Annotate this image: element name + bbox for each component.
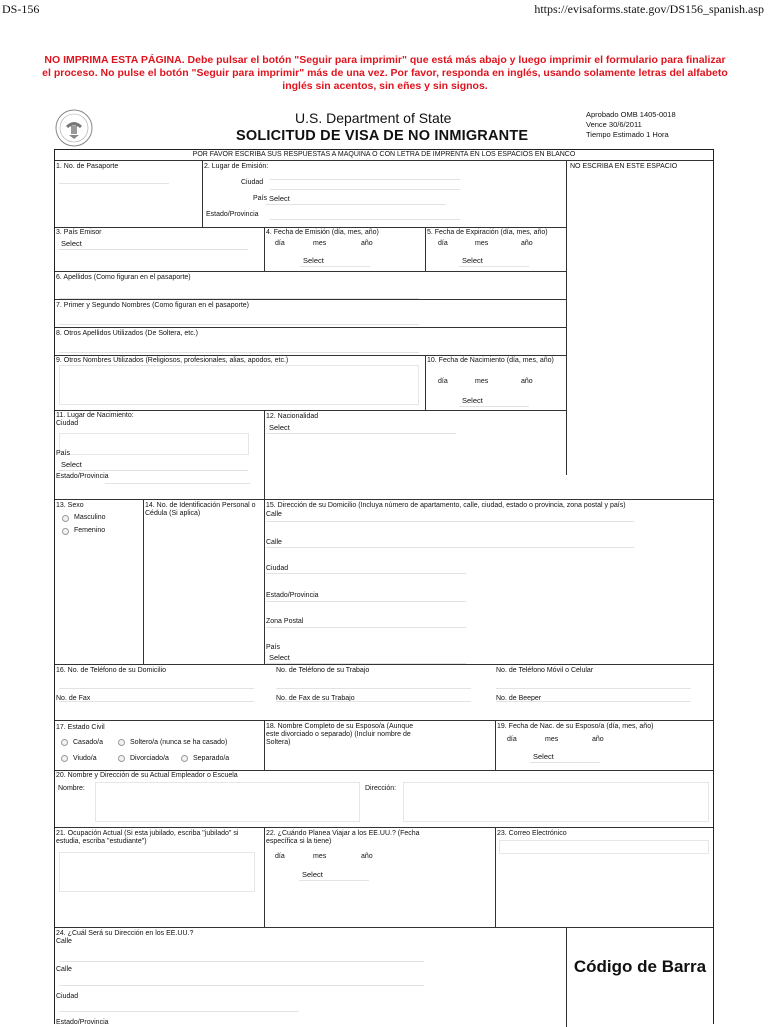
employer-name-input[interactable]	[95, 782, 360, 822]
given-names-input[interactable]	[59, 313, 419, 325]
field-19-day-label: día	[507, 736, 517, 743]
field-5-month-label: mes	[475, 240, 489, 247]
field-2-ciudad-label: Ciudad	[241, 179, 264, 186]
field-5-year-label: año	[521, 240, 533, 247]
status-divorced-radio[interactable]	[118, 755, 125, 762]
field-4-year-label: año	[361, 240, 373, 247]
field-2-estado-label: Estado/Provincia	[206, 211, 259, 218]
us-street-2-input[interactable]	[59, 974, 424, 986]
field-5-label: 5. Fecha de Expiración (día, mes, año)	[427, 229, 548, 236]
travel-date-select[interactable]: Select	[299, 869, 369, 881]
field-18-label: 18. Nombre Completo de su Esposo/a (Aunque este divorciado o separado) (Incluir nombre de Soltera)	[266, 723, 414, 746]
status-widowed-label: Viudo/a	[73, 755, 97, 762]
field-9-label: 9. Otros Nombres Utilizados (Religiosos, profesionales, alias, apodos, etc.)	[56, 357, 289, 364]
status-separated-label: Separado/a	[193, 755, 230, 762]
field-16-beeper-label: No. de Beeper	[496, 695, 542, 702]
field-22-year-label: año	[361, 853, 373, 860]
field-20-direccion-label: Dirección:	[365, 785, 397, 792]
birth-country-select[interactable]: Select	[58, 459, 248, 471]
field-20-label: 20. Nombre y Dirección de su Actual Empleador o Escuela	[56, 772, 238, 779]
status-married-radio[interactable]	[61, 739, 68, 746]
field-16-movil-label: No. de Teléfono Móvil o Celular	[496, 667, 594, 674]
passport-number-input[interactable]	[59, 172, 169, 184]
home-street-1-input[interactable]	[266, 510, 634, 522]
field-20-nombre-label: Nombre:	[58, 785, 85, 792]
other-names-input[interactable]	[59, 365, 419, 405]
field-16-label: 16. No. de Teléfono de su Domicilio	[56, 667, 166, 674]
field-10-label: 10. Fecha de Nacimiento (día, mes, año)	[427, 357, 554, 364]
mobile-phone-input[interactable]	[496, 677, 691, 689]
sex-male-radio[interactable]	[62, 515, 69, 522]
status-married-label: Casado/a	[73, 739, 103, 746]
field-16-fax-trabajo-label: No. de Fax de su Trabajo	[276, 695, 355, 702]
employer-address-input[interactable]	[403, 782, 709, 822]
field-15-estado-label: Estado/Provincia	[266, 592, 319, 599]
field-21-label: 21. Ocupación Actual (Si esta jubilado, escriba "jubilado" si estudia, escriba "estudiante")	[56, 830, 239, 845]
field-5-day-label: día	[438, 240, 448, 247]
field-15-ciudad-label: Ciudad	[266, 565, 289, 572]
field-10-year-label: año	[521, 378, 533, 385]
form-grid	[54, 149, 714, 1024]
field-11-label	[56, 412, 256, 428]
omb-info	[586, 110, 676, 140]
status-single-label: Soltero/a (nunca se ha casado)	[130, 739, 228, 746]
birth-city-input[interactable]	[59, 433, 249, 455]
field-24-calle-2-label: Calle	[56, 966, 72, 973]
field-11-pais-label: País	[56, 450, 71, 457]
field-24-calle-1-label: Calle	[56, 938, 72, 945]
field-24-label: 24. ¿Cuál Será su Dirección en los EE.UU.?	[56, 930, 194, 937]
form-title: SOLICITUD DE VISA DE NO INMIGRANTE	[236, 128, 529, 144]
occupation-input[interactable]	[59, 852, 255, 892]
home-phone-input[interactable]	[59, 677, 254, 689]
field-15-calle-2-label: Calle	[266, 539, 282, 546]
issue-country-select[interactable]: Select	[266, 193, 446, 205]
issuing-country-select[interactable]: Select	[58, 238, 248, 250]
beeper-input[interactable]	[496, 690, 691, 702]
field-4-day-label: día	[275, 240, 285, 247]
field-14-label: 14. No. de Identificación Personal o Cédula (Si aplica)	[145, 502, 256, 517]
email-input[interactable]	[499, 840, 709, 854]
field-2-label: 2. Lugar de Emisión:	[204, 163, 269, 170]
department-name: U.S. Department of State	[295, 110, 452, 126]
status-separated-radio[interactable]	[181, 755, 188, 762]
field-19-month-label: mes	[545, 736, 559, 743]
other-surnames-input[interactable]	[59, 341, 419, 353]
field-7-label: 7. Primer y Segundo Nombres (Como figuran en el pasaporte)	[56, 302, 249, 309]
home-city-input[interactable]	[266, 562, 466, 574]
home-state-input[interactable]	[266, 590, 466, 602]
field-6-label: 6. Apellidos (Como figuran en el pasaporte)	[56, 274, 191, 281]
field-22-day-label: día	[275, 853, 285, 860]
field-4-month-label: mes	[313, 240, 327, 247]
field-15-pais-label: País	[266, 644, 281, 651]
issue-city-input[interactable]	[270, 178, 460, 190]
issue-date-select[interactable]: Select	[300, 255, 370, 267]
birth-date-select[interactable]: Select	[459, 395, 529, 407]
sex-male-label: Masculino	[74, 514, 106, 521]
status-divorced-label: Divorciado/a	[130, 755, 169, 762]
sex-female-label: Femenino	[74, 527, 106, 534]
field-15-calle-1-label: Calle	[266, 511, 282, 518]
field-12-label: 12. Nacionalidad	[266, 413, 319, 420]
spouse-birth-date-select[interactable]: Select	[530, 751, 600, 763]
page-url: https://evisaforms.state.gov/DS156_spanish.asp	[534, 2, 764, 16]
barcode-area: Código de Barra	[573, 957, 707, 976]
document-id: DS-156	[2, 2, 40, 16]
field-15-zona-label: Zona Postal	[266, 618, 304, 625]
field-19-label: 19. Fecha de Nac. de su Esposo/a (día, mes, año)	[497, 723, 654, 730]
field-24-estado-label: Estado/Provincia	[56, 1019, 109, 1026]
field-22-label: 22. ¿Cuándo Planea Viajar a los EE.UU.? (Fecha específica si la tiene)	[266, 830, 420, 845]
status-single-radio[interactable]	[118, 739, 125, 746]
field-10-day-label: día	[438, 378, 448, 385]
surnames-input[interactable]	[59, 287, 419, 299]
field-16-trabajo-label: No. de Teléfono de su Trabajo	[276, 667, 370, 674]
field-4-label: 4. Fecha de Emisión (día, mes, año)	[266, 229, 379, 236]
home-country-select[interactable]: Select	[266, 652, 466, 664]
field-19-year-label: año	[592, 736, 604, 743]
field-16-fax-label: No. de Fax	[56, 695, 91, 702]
home-zip-input[interactable]	[266, 616, 466, 628]
status-widowed-radio[interactable]	[61, 755, 68, 762]
home-street-2-input[interactable]	[266, 536, 634, 548]
field-11-estado-label: Estado/Provincia	[56, 473, 109, 480]
field-3-label: 3. País Emisor	[56, 229, 102, 236]
us-city-input[interactable]	[59, 1000, 299, 1012]
form-instruction: POR FAVOR ESCRIBA SUS RESPUESTAS A MAQUINA O CON LETRA DE IMPRENTA EN LOS ESPACIOS EN BLANCO	[192, 151, 576, 158]
field-13-label: 13. Sexo	[56, 502, 84, 509]
nationality-select[interactable]: Select	[266, 422, 456, 434]
expiry-date-select[interactable]: Select	[459, 255, 529, 267]
field-10-month-label: mes	[475, 378, 489, 385]
office-use-label: NO ESCRIBA EN ESTE ESPACIO	[570, 163, 678, 170]
omb-time: Tiempo Estimado 1 Hora	[586, 130, 669, 139]
field-24-ciudad-label: Ciudad	[56, 993, 79, 1000]
field-1-label: 1. No. de Pasaporte	[56, 163, 119, 170]
field-15-label: 15. Dirección de su Domicilio (Incluya número de apartamento, calle, ciudad, estado o provincia, zona postal y país)	[266, 502, 626, 509]
omb-expiry: Vence 30/6/2011	[586, 120, 642, 129]
work-fax-input[interactable]	[276, 690, 471, 702]
field-11-title: 11. Lugar de Nacimiento:	[56, 412, 134, 419]
field-11-ciudad-label: Ciudad	[56, 420, 79, 427]
omb-number: Aprobado OMB 1405-0018	[586, 110, 676, 119]
field-22-month-label: mes	[313, 853, 327, 860]
fax-input[interactable]	[59, 690, 254, 702]
field-23-label: 23. Correo Electrónico	[497, 830, 567, 837]
work-phone-input[interactable]	[276, 677, 471, 689]
us-street-1-input[interactable]	[59, 950, 424, 962]
state-department-seal-icon	[54, 108, 94, 148]
field-17-label: 17. Estado Civil	[56, 724, 105, 731]
sex-female-radio[interactable]	[62, 528, 69, 535]
print-warning: NO IMPRIMA ESTA PÁGINA. Debe pulsar el botón "Seguir para imprimir" que está más abajo y luego imprimir el formulario para finalizar el proceso. No pulse el botón "Seguir para imprimir" más de una vez. Por favor, responda en inglés, usando solamente letras del alfabeto inglés sin acentos, sin eñes y sin signos.	[42, 54, 728, 92]
issue-state-input[interactable]	[270, 208, 460, 220]
field-8-label: 8. Otros Apellidos Utilizados (De Soltera, etc.)	[56, 330, 199, 337]
birth-state-input[interactable]	[105, 472, 250, 484]
field-2-pais-label: País	[253, 195, 268, 202]
